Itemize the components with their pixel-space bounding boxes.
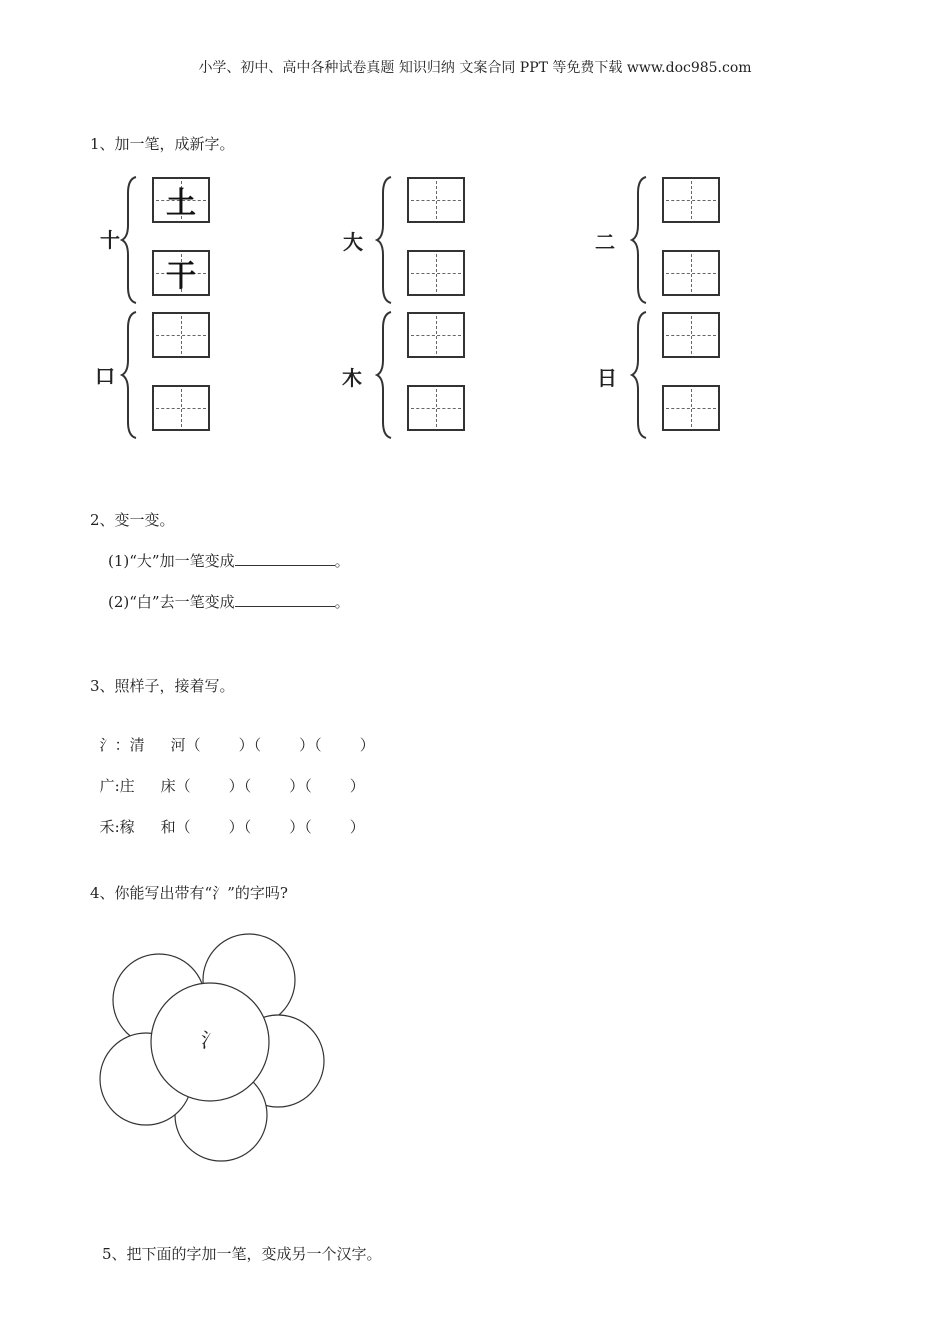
q3-row-1-sep: ： — [114, 736, 130, 754]
q3-row-3-paren-close: ） — [349, 818, 365, 836]
q2-item-2-prefix: (2)“白”去一笔变成 — [108, 593, 235, 611]
q1-answer-box-2-2[interactable] — [407, 250, 465, 296]
q3-row-3 — [90, 798, 365, 837]
q1-base-char-4: 口 — [95, 364, 115, 388]
q1-answer-box-6-2[interactable] — [662, 385, 720, 431]
q1-brace-3 — [630, 175, 650, 305]
q1-brace-6 — [630, 310, 650, 440]
q3-row-3-paren-close: ） — [228, 818, 244, 836]
q4-title: 4、你能写出带有“氵”的字吗? — [90, 884, 288, 902]
q1-base-char-1: 十 — [100, 228, 120, 252]
q1-answer-box-5-2[interactable] — [407, 385, 465, 431]
q3-row-3-paren-open: （ — [304, 818, 312, 836]
q2-item-1-blank[interactable] — [235, 551, 335, 566]
q5-title: 5、把下面的字加一笔，变成另一个汉字。 — [102, 1245, 382, 1263]
q1-base-char-5: 木 — [342, 366, 362, 390]
flower-center-label: 氵 — [201, 1028, 221, 1052]
q1-answer-box-1-1[interactable] — [152, 177, 210, 223]
q3-row-2-paren-open: （ — [175, 777, 191, 795]
page-header: 小学、初中、高中各种试卷真题 知识归纳 文案合同 PPT 等免费下载 www.doc985.com — [198, 60, 752, 76]
q3-row-3-paren-close: ） — [289, 818, 305, 836]
q2-item-2-blank[interactable] — [235, 592, 335, 607]
q1-brace-2 — [375, 175, 395, 305]
q3-row-1-paren-open: （ — [314, 736, 322, 754]
q1-brace-5 — [375, 310, 395, 440]
q3-row-3-example-2: 和 — [160, 818, 176, 836]
q1-answer-box-4-2[interactable] — [152, 385, 210, 431]
q2-item-2 — [108, 591, 350, 612]
q3-row-1-example-2: 河 — [170, 736, 186, 754]
q1-brace-1 — [120, 175, 140, 305]
q3-row-1-paren-close: ） — [299, 736, 315, 754]
q3-row-2-radical: 广 — [99, 777, 115, 795]
q3-row-2-example-2: 床 — [160, 777, 176, 795]
q3-row-2-paren-close: ） — [289, 777, 305, 795]
q3-row-1-radical: 氵 — [99, 736, 115, 754]
q1-answer-box-2-1[interactable] — [407, 177, 465, 223]
q3-row-1-example-1: 清 — [129, 736, 145, 754]
q3-row-2-paren-open: （ — [304, 777, 312, 795]
q3-row-2-paren-close: ） — [349, 777, 365, 795]
q2-item-1-suffix: 。 — [334, 552, 350, 570]
q1-answer-char-1-2: 干 — [166, 259, 196, 294]
q2-item-2-suffix: 。 — [334, 593, 350, 611]
q3-row-1-paren-open: （ — [185, 736, 201, 754]
q1-answer-box-4-1[interactable] — [152, 312, 210, 358]
q3-row-3-sep: : — [114, 818, 120, 836]
q1-base-char-2: 大 — [343, 230, 363, 254]
q3-row-1 — [90, 716, 375, 755]
q2-item-1-prefix: (1)“大”加一笔变成 — [108, 552, 235, 570]
q2-item-1 — [108, 550, 350, 571]
q1-base-char-3: 二 — [595, 230, 615, 254]
q3-row-3-paren-open: （ — [243, 818, 252, 836]
q1-base-char-6: 日 — [597, 366, 617, 390]
q3-row-3-radical: 禾 — [99, 818, 115, 836]
q3-row-3-example-1: 稼 — [119, 818, 135, 836]
q1-answer-box-3-2[interactable] — [662, 250, 720, 296]
q3-row-1-paren-close: ） — [238, 736, 254, 754]
q3-row-1-paren-open: （ — [253, 736, 262, 754]
q1-answer-box-3-1[interactable] — [662, 177, 720, 223]
q3-title: 3、照样子，接着写。 — [90, 677, 235, 695]
q3-row-2-paren-open: （ — [243, 777, 252, 795]
q1-title: 1、加一笔，成新字。 — [90, 135, 235, 153]
q3-row-2 — [90, 757, 365, 796]
q3-row-2-paren-close: ） — [228, 777, 244, 795]
q1-brace-4 — [120, 310, 140, 440]
q2-title: 2、变一变。 — [90, 511, 175, 529]
flower-diagram — [95, 925, 335, 1170]
q3-row-3-paren-open: （ — [175, 818, 191, 836]
q1-answer-box-1-2[interactable] — [152, 250, 210, 296]
q1-answer-box-5-1[interactable] — [407, 312, 465, 358]
q3-row-1-paren-close: ） — [359, 736, 375, 754]
q3-row-2-example-1: 庄 — [119, 777, 135, 795]
q1-answer-box-6-1[interactable] — [662, 312, 720, 358]
q3-row-2-sep: : — [114, 777, 120, 795]
q1-answer-char-1-1: 土 — [166, 186, 196, 221]
